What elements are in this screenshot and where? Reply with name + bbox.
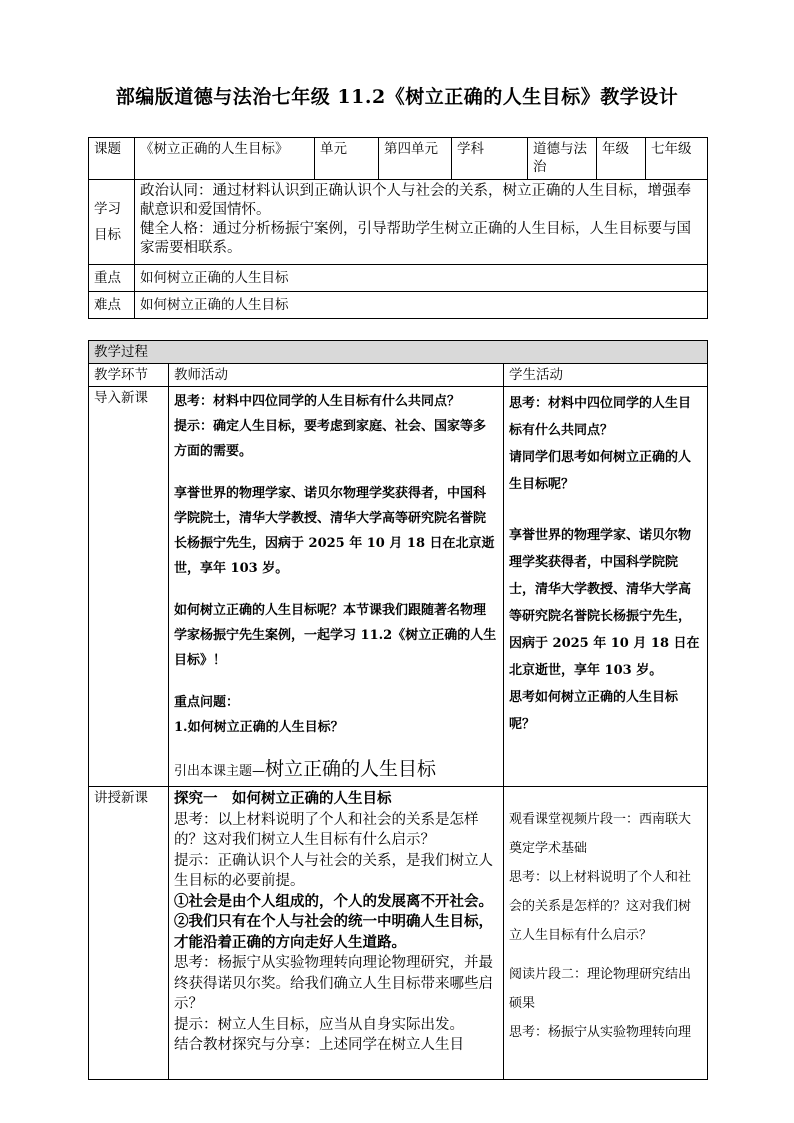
teacher-hint: 提示：确定人生目标，要考虑到家庭、社会、国家等多方面的需要。 [174, 419, 487, 459]
col-stage-header: 教学环节 [89, 364, 169, 387]
key-question-1: 1.如何树立正确的人生目标？ [174, 720, 344, 735]
label-key-point: 重点 [89, 265, 135, 292]
explore-heading: 探究一 如何树立正确的人生目标 [174, 790, 392, 807]
student-video: 观看课堂视频片段一：西南联大奠定学术基础 [509, 812, 692, 856]
student-question: 思考：材料中四位同学的人生目标有什么共同点？ [509, 396, 692, 438]
goals-content [135, 180, 708, 265]
goal-political: 政治认同：通过材料认识到正确认识个人与社会的关系，树立正确的人生目标，增强奉献意识和爱国情怀。 [140, 183, 691, 218]
value-grade: 七年级 [646, 138, 708, 180]
col-teacher-header: 教师活动 [169, 364, 504, 387]
student-explore-question-2: 思考：杨振宁从实验物理转向理 [509, 1025, 692, 1040]
goal-personality: 健全人格：通过分析杨振宁案例，引导帮助学生树立正确的人生目标，人生目标要与国家需要相联系。 [140, 221, 691, 256]
explore-share: 结合教材探究与分享：上述同学在树立人生目 [174, 1037, 464, 1053]
topic-title: 树立正确的人生目标 [265, 758, 437, 780]
explore-point-2: ②我们只有在个人与社会的统一中明确人生目标，才能沿着正确的方向走好人生道路。 [174, 913, 493, 951]
teacher-bio: 享誉世界的物理学家、诺贝尔物理学奖获得者，中国科学院院士，清华大学教授、清华大学高等研究院名誉院长杨振宁先生，因病于 2025 年 10 月 18 日在北京逝世，享年 103 岁。 [174, 486, 495, 576]
topic-lead: 引出本课主题— [174, 764, 266, 779]
teaching-process-table [88, 340, 708, 1080]
student-activity-explore [504, 787, 708, 1080]
key-question-label: 重点问题： [174, 695, 240, 710]
label-goals: 学习目标 [89, 180, 135, 265]
teacher-activity-intro [169, 387, 504, 787]
label-difficult-point: 难点 [89, 292, 135, 319]
stage-new-lesson: 讲授新课 [89, 787, 169, 1080]
teacher-activity-explore [169, 787, 504, 1080]
label-subject: 学科 [452, 138, 528, 180]
teacher-question: 思考：材料中四位同学的人生目标有什么共同点？ [174, 394, 461, 409]
label-topic: 课题 [89, 138, 135, 180]
student-bio: 享誉世界的物理学家、诺贝尔物理学奖获得者，中国科学院院士，清华大学教授、清华大学高等研究院名誉院长杨振宁先生，因病于 2025 年 10 月 18 日在北京逝世，享年 103 岁。 [509, 528, 700, 678]
explore-point-1: ①社会是由个人组成的，个人的发展离不开社会。 [174, 892, 493, 910]
explore-hint-2: 提示：树立人生目标，应当从自身实际出发。 [174, 1016, 464, 1033]
label-unit: 单元 [315, 138, 379, 180]
label-grade: 年级 [597, 138, 646, 180]
student-question-3: 思考如何树立正确的人生目标呢？ [509, 690, 679, 732]
lesson-topic [174, 757, 498, 784]
explore-hint: 提示：正确认识个人与社会的关系，是我们树立人生目标的必要前提。 [174, 852, 493, 889]
key-point: 如何树立正确的人生目标 [135, 265, 708, 292]
teacher-intro: 如何树立正确的人生目标呢？本节课我们跟随著名物理学家杨振宁先生案例，一起学习 11.2《树立正确的人生目标》！ [174, 603, 497, 668]
course-info-table [88, 137, 708, 319]
stage-intro: 导入新课 [89, 387, 169, 787]
value-unit: 第四单元 [379, 138, 452, 180]
difficult-point: 如何树立正确的人生目标 [135, 292, 708, 319]
student-read: 阅读片段二：理论物理研究结出硕果 [509, 967, 692, 1011]
explore-question-2: 思考：杨振宁从实验物理转向理论物理研究，并最终获得诺贝尔奖。给我们确立人生目标带来哪些启示？ [174, 955, 493, 1012]
explore-question: 思考：以上材料说明了个人和社会的关系是怎样的？这对我们树立人生目标有什么启示？ [174, 811, 479, 848]
student-activity-intro [504, 387, 708, 787]
student-explore-question: 思考：以上材料说明了个人和社会的关系是怎样的？这对我们树立人生目标有什么启示？ [509, 870, 692, 943]
document-title: 部编版道德与法治七年级 11.2《树立正确的人生目标》教学设计 [115, 86, 679, 108]
student-question-2: 请同学们思考如何树立正确的人生目标呢？ [509, 450, 692, 492]
col-student-header: 学生活动 [504, 364, 708, 387]
value-subject: 道德与法治 [528, 138, 597, 180]
process-header: 教学过程 [89, 341, 708, 364]
value-topic: 《树立正确的人生目标》 [135, 138, 315, 180]
